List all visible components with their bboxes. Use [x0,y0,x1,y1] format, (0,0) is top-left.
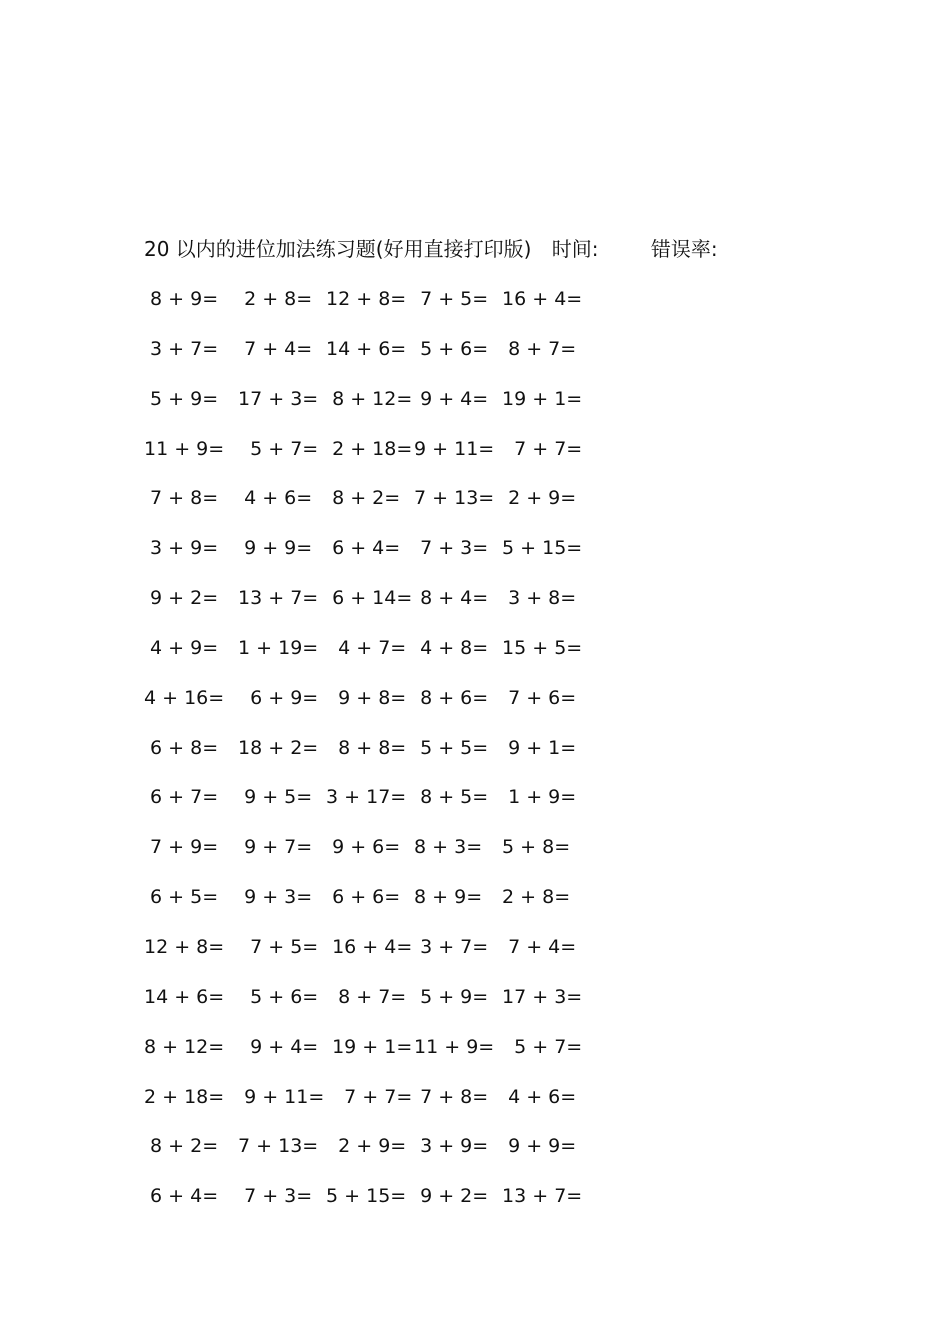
addition-problem: 14 + 6= [144,985,225,1008]
addition-problem: 7 + 3= [408,537,489,560]
worksheet-title: 20 以内的进位加法练习题(好用直接打印版) [144,237,532,261]
addition-problem: 2 + 18= [320,437,413,460]
problem-row [144,982,604,1032]
worksheet-header [144,234,718,264]
addition-problem: 5 + 7= [232,437,319,460]
problem-row [144,483,604,533]
addition-problem: 15 + 5= [496,636,583,659]
addition-problem: 9 + 4= [232,1035,319,1058]
addition-problem: 7 + 4= [496,935,577,958]
addition-problem: 8 + 2= [320,487,401,510]
addition-problem: 11 + 9= [408,1035,495,1058]
addition-problem: 8 + 4= [408,587,489,610]
addition-problem: 5 + 5= [408,736,489,759]
addition-problem: 7 + 8= [408,1085,489,1108]
addition-problem: 3 + 9= [408,1135,489,1158]
addition-problem: 1 + 19= [232,636,319,659]
addition-problem: 5 + 15= [496,537,583,560]
addition-problem: 8 + 9= [144,288,219,310]
addition-problem: 16 + 4= [496,288,583,310]
addition-problem: 11 + 9= [144,437,225,460]
addition-problem: 4 + 6= [232,487,313,510]
addition-problem: 9 + 9= [232,537,313,560]
addition-problem: 9 + 3= [232,886,313,909]
addition-problem: 6 + 6= [320,886,401,909]
problem-row [144,1082,604,1132]
addition-problem: 2 + 8= [496,886,571,909]
problem-row [144,1181,604,1231]
addition-problem: 6 + 9= [232,686,319,709]
addition-problem: 7 + 5= [232,935,319,958]
addition-problem: 5 + 6= [232,985,319,1008]
problem-row [144,932,604,982]
addition-problem: 7 + 4= [232,337,313,360]
problem-row [144,284,604,334]
addition-problem: 5 + 9= [144,387,219,410]
addition-problem: 4 + 8= [408,636,489,659]
addition-problem: 2 + 9= [496,487,577,510]
addition-problem: 19 + 1= [496,387,583,410]
addition-problem: 7 + 9= [144,836,219,859]
addition-problem: 4 + 6= [496,1085,577,1108]
addition-problem: 17 + 3= [232,387,319,410]
addition-problem: 9 + 1= [496,736,577,759]
addition-problem: 3 + 9= [144,537,219,560]
addition-problem: 6 + 7= [144,786,219,809]
addition-problem: 8 + 7= [320,985,407,1008]
problem-row [144,782,604,832]
addition-problem: 8 + 5= [408,786,489,809]
addition-problem: 7 + 6= [496,686,577,709]
addition-problem: 9 + 2= [144,587,219,610]
addition-problem: 6 + 4= [144,1185,219,1208]
addition-problem: 8 + 3= [408,836,483,859]
addition-problem: 2 + 9= [320,1135,407,1158]
addition-problem: 5 + 9= [408,985,489,1008]
addition-problem: 5 + 15= [320,1185,407,1208]
problem-grid [144,284,604,1231]
addition-problem: 7 + 5= [408,288,489,310]
addition-problem: 2 + 18= [144,1085,225,1108]
problem-row [144,683,604,733]
addition-problem: 9 + 8= [320,686,407,709]
addition-problem: 5 + 6= [408,337,489,360]
addition-problem: 4 + 9= [144,636,219,659]
addition-problem: 7 + 13= [408,487,495,510]
addition-problem: 17 + 3= [496,985,583,1008]
addition-problem: 8 + 7= [496,337,577,360]
problem-row [144,384,604,434]
addition-problem: 6 + 4= [320,537,401,560]
addition-problem: 16 + 4= [320,935,413,958]
addition-problem: 5 + 8= [496,836,571,859]
problem-row [144,1131,604,1181]
addition-problem: 7 + 13= [232,1135,319,1158]
addition-problem: 7 + 7= [496,437,583,460]
addition-problem: 18 + 2= [232,736,319,759]
error-rate-label: 错误率: [650,237,718,261]
addition-problem: 12 + 8= [320,288,407,310]
addition-problem: 9 + 7= [232,836,313,859]
addition-problem: 9 + 6= [320,836,401,859]
addition-problem: 8 + 9= [408,886,483,909]
addition-problem: 19 + 1= [320,1035,413,1058]
addition-problem: 9 + 5= [232,786,313,809]
addition-problem: 3 + 8= [496,587,577,610]
time-label: 时间: [551,237,599,261]
addition-problem: 1 + 9= [496,786,577,809]
addition-problem: 2 + 8= [232,288,313,310]
problem-row [144,583,604,633]
addition-problem: 12 + 8= [144,935,225,958]
addition-problem: 9 + 11= [232,1085,325,1108]
addition-problem: 13 + 7= [232,587,319,610]
addition-problem: 3 + 17= [320,786,407,809]
addition-problem: 8 + 12= [144,1035,225,1058]
addition-problem: 9 + 4= [408,387,489,410]
addition-problem: 3 + 7= [144,337,219,360]
addition-problem: 9 + 2= [408,1185,489,1208]
addition-problem: 14 + 6= [320,337,407,360]
problem-row [144,633,604,683]
addition-problem: 8 + 8= [320,736,407,759]
addition-problem: 6 + 8= [144,736,219,759]
problem-row [144,1032,604,1082]
addition-problem: 7 + 3= [232,1185,313,1208]
addition-problem: 7 + 8= [144,487,219,510]
addition-problem: 8 + 12= [320,387,413,410]
addition-problem: 4 + 16= [144,686,225,709]
problem-row [144,882,604,932]
addition-problem: 6 + 14= [320,587,413,610]
addition-problem: 4 + 7= [320,636,407,659]
addition-problem: 6 + 5= [144,886,219,909]
problem-row [144,334,604,384]
addition-problem: 5 + 7= [496,1035,583,1058]
addition-problem: 8 + 6= [408,686,489,709]
addition-problem: 8 + 2= [144,1135,219,1158]
problem-row [144,533,604,583]
addition-problem: 9 + 9= [496,1135,577,1158]
problem-row [144,434,604,484]
problem-row [144,832,604,882]
addition-problem: 3 + 7= [408,935,489,958]
addition-problem: 7 + 7= [320,1085,413,1108]
addition-problem: 9 + 11= [408,437,495,460]
addition-problem: 13 + 7= [496,1185,583,1208]
problem-row [144,733,604,783]
